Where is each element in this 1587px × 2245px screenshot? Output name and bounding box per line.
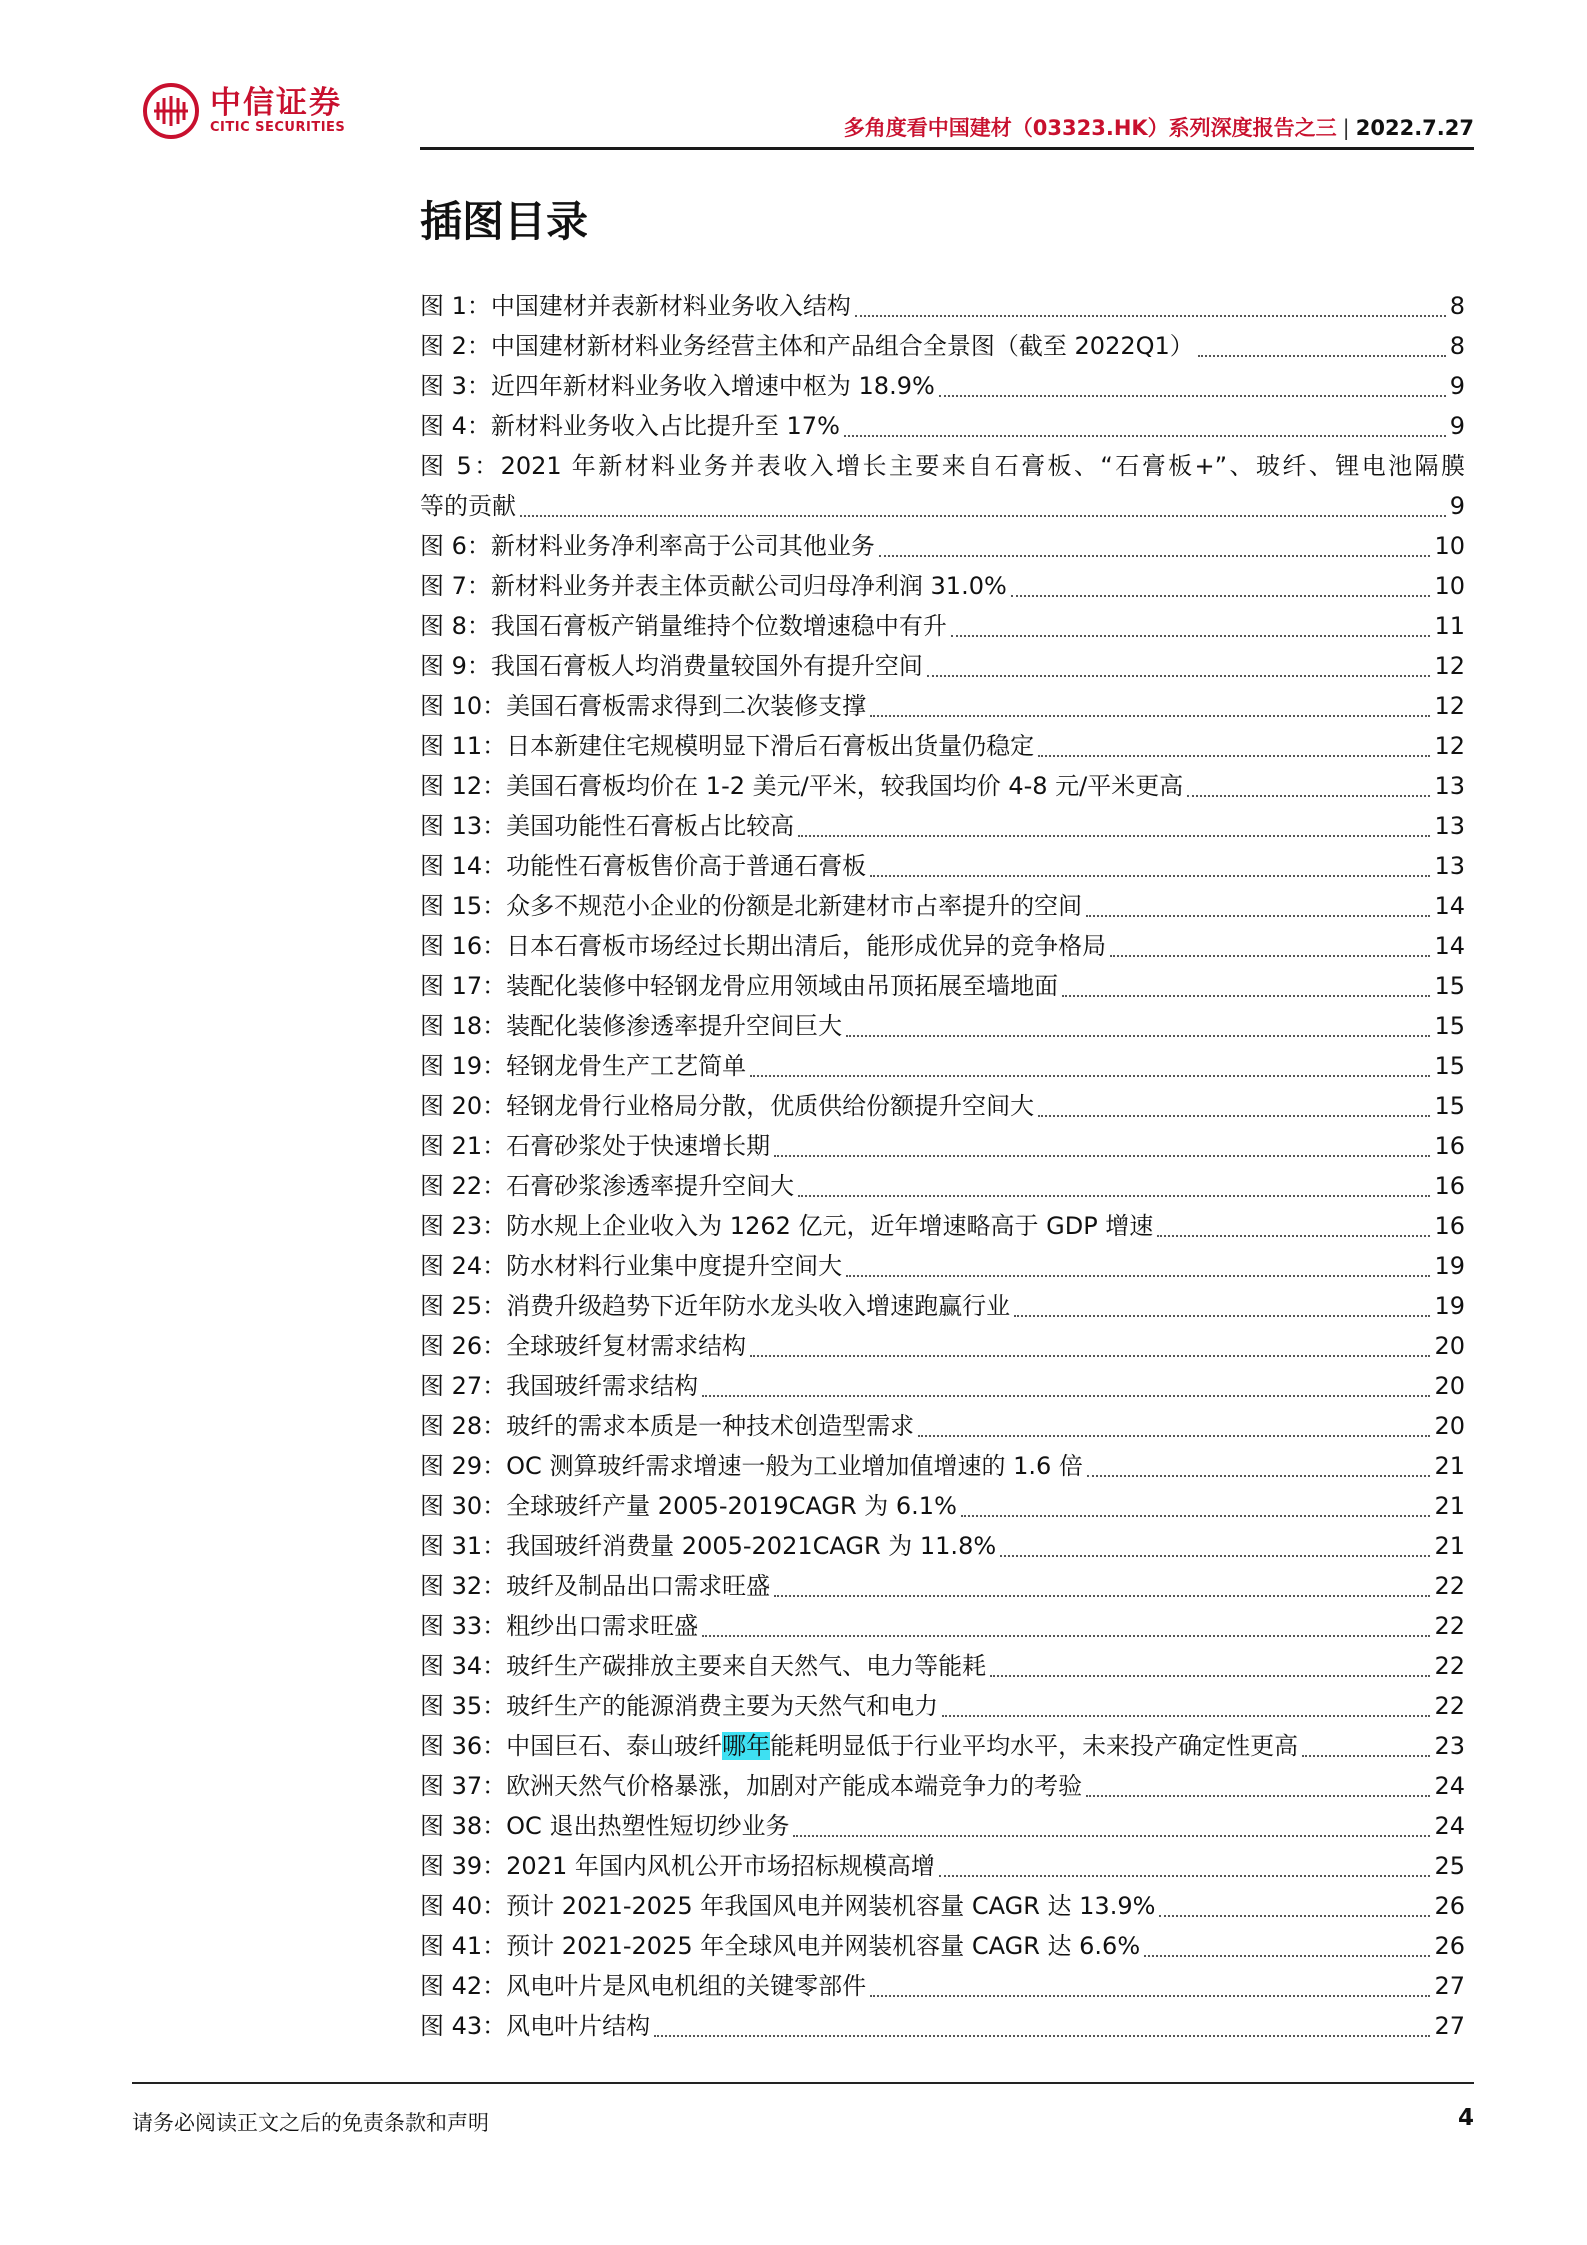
toc-entry-title: 图 18：装配化装修渗透率提升空间巨大 — [420, 1012, 843, 1040]
toc-entry-title: 图 10：美国石膏板需求得到二次装修支撑 — [420, 692, 867, 720]
toc-entry-title-line2: 等的贡献 — [420, 492, 516, 520]
toc-entry[interactable] — [420, 766, 1465, 806]
toc-entry-page: 21 — [1434, 1532, 1465, 1560]
toc-entry-page: 8 — [1449, 292, 1465, 320]
toc-entry-page: 13 — [1434, 772, 1465, 800]
toc-entry[interactable] — [420, 1926, 1465, 1966]
toc-entry[interactable] — [420, 646, 1465, 686]
toc-leader-dots — [1000, 1555, 1430, 1557]
toc-leader-dots — [1187, 795, 1430, 797]
toc-entry-title: 图 31：我国玻纤消费量 2005-2021CAGR 为 11.8% — [420, 1532, 997, 1560]
toc-entry-title — [420, 1726, 1298, 1766]
toc-entry-page: 21 — [1434, 1452, 1465, 1480]
toc-entry-page: 24 — [1434, 1772, 1465, 1800]
toc-leader-dots — [1144, 1955, 1430, 1957]
toc-leader-dots — [844, 435, 1446, 437]
toc-leader-dots — [1011, 595, 1431, 597]
page-number: 4 — [1457, 2105, 1474, 2131]
toc-entry[interactable] — [420, 1726, 1465, 1766]
toc-entry-page: 11 — [1434, 612, 1465, 640]
toc-entry-title: 图 26：全球玻纤复材需求结构 — [420, 1332, 747, 1360]
toc-entry[interactable] — [420, 1286, 1465, 1326]
toc-entry-page: 9 — [1449, 492, 1465, 520]
toc-leader-dots — [918, 1435, 1430, 1437]
toc-entry-page: 9 — [1449, 372, 1465, 400]
toc-entry-title: 图 14：功能性石膏板售价高于普通石膏板 — [420, 852, 867, 880]
toc-entry[interactable] — [420, 286, 1465, 326]
footer-divider — [132, 2082, 1474, 2084]
toc-entry[interactable] — [420, 726, 1465, 766]
toc-entry[interactable] — [420, 1686, 1465, 1726]
toc-entry-title: 图 28：玻纤的需求本质是一种技术创造型需求 — [420, 1412, 915, 1440]
toc-entry-title: 图 23：防水规上企业收入为 1262 亿元，近年增速略高于 GDP 增速 — [420, 1212, 1154, 1240]
toc-entry-page: 16 — [1434, 1212, 1465, 1240]
toc-leader-dots — [1038, 1115, 1430, 1117]
toc-leader-dots — [939, 395, 1446, 397]
toc-leader-dots — [1302, 1755, 1430, 1757]
citic-logo-icon — [142, 82, 200, 140]
toc-leader-dots — [1014, 1315, 1430, 1317]
toc-leader-dots — [846, 1035, 1430, 1037]
toc-leader-dots — [939, 1875, 1431, 1877]
toc-entry-page: 15 — [1434, 1092, 1465, 1120]
toc-entry-page: 12 — [1434, 652, 1465, 680]
report-title: 多角度看中国建材（03323.HK）系列深度报告之三 — [843, 116, 1337, 140]
toc-entry-page: 13 — [1434, 852, 1465, 880]
toc-entry-page: 13 — [1434, 812, 1465, 840]
toc-entry-title: 图 12：美国石膏板均价在 1-2 美元/平米，较我国均价 4-8 元/平米更高 — [420, 772, 1184, 800]
toc-entry[interactable] — [420, 1326, 1465, 1366]
header-separator: | — [1342, 116, 1350, 140]
toc-entry-page: 10 — [1434, 572, 1465, 600]
toc-entry[interactable] — [420, 606, 1465, 646]
toc-entry-title: 图 4：新材料业务收入占比提升至 17% — [420, 412, 840, 440]
toc-entry-title: 图 21：石膏砂浆处于快速增长期 — [420, 1132, 771, 1160]
toc-entry-page: 20 — [1434, 1332, 1465, 1360]
toc-entry-page: 15 — [1434, 1052, 1465, 1080]
report-header — [844, 112, 1474, 142]
toc-entry-page: 26 — [1434, 1932, 1465, 1960]
toc-leader-dots — [927, 675, 1431, 677]
toc-entry[interactable] — [420, 1646, 1465, 1686]
toc-entry-title: 图 13：美国功能性石膏板占比较高 — [420, 812, 795, 840]
toc-entry-page: 21 — [1434, 1492, 1465, 1520]
toc-entry-title: 图 8：我国石膏板产销量维持个位数增速稳中有升 — [420, 612, 947, 640]
toc-entry-title: 图 19：轻钢龙骨生产工艺简单 — [420, 1052, 747, 1080]
toc-leader-dots — [990, 1675, 1430, 1677]
toc-entry[interactable] — [420, 1006, 1465, 1046]
toc-entry[interactable] — [420, 1086, 1465, 1126]
logo-english-name: CITIC SECURITIES — [210, 120, 346, 135]
toc-entry[interactable] — [420, 1886, 1465, 1926]
toc-leader-dots — [846, 1275, 1430, 1277]
toc-entry[interactable] — [420, 1846, 1465, 1886]
toc-entry-page: 8 — [1449, 332, 1465, 360]
toc-entry-title: 图 7：新材料业务并表主体贡献公司归母净利润 31.0% — [420, 572, 1007, 600]
toc-entry-page: 22 — [1434, 1652, 1465, 1680]
figure-toc — [420, 286, 1465, 2046]
toc-entry-title: 图 38：OC 退出热塑性短切纱业务 — [420, 1812, 790, 1840]
toc-entry-page: 27 — [1434, 2012, 1465, 2040]
toc-entry-page: 15 — [1434, 1012, 1465, 1040]
toc-entry-page: 16 — [1434, 1172, 1465, 1200]
toc-entry[interactable] — [420, 1966, 1465, 2006]
toc-entry-page: 20 — [1434, 1412, 1465, 1440]
toc-leader-dots — [793, 1835, 1430, 1837]
toc-entry-title: 图 1：中国建材并表新材料业务收入结构 — [420, 292, 851, 320]
toc-entry-page: 23 — [1434, 1732, 1465, 1760]
toc-leader-dots — [870, 875, 1430, 877]
toc-entry[interactable] — [420, 1406, 1465, 1446]
toc-entry-title: 图 33：粗纱出口需求旺盛 — [420, 1612, 699, 1640]
report-date: 2022.7.27 — [1355, 116, 1474, 140]
toc-entry[interactable] — [420, 1766, 1465, 1806]
toc-entry[interactable] — [420, 686, 1465, 726]
toc-leader-dots — [1159, 1915, 1430, 1917]
highlighted-text: 哪年 — [722, 1732, 771, 1760]
logo-chinese-name: 中信证券 — [210, 85, 342, 121]
toc-entry-title: 图 20：轻钢龙骨行业格局分散，优质供给份额提升空间大 — [420, 1092, 1035, 1120]
toc-leader-dots — [1198, 355, 1446, 357]
toc-entry-page: 19 — [1434, 1292, 1465, 1320]
toc-entry-page: 22 — [1434, 1692, 1465, 1720]
toc-entry-title: 图 24：防水材料行业集中度提升空间大 — [420, 1252, 843, 1280]
toc-leader-dots — [855, 315, 1446, 317]
toc-entry-page: 14 — [1434, 932, 1465, 960]
toc-entry-title-part: 能耗明显低于行业平均水平，未来投产确定性更高 — [770, 1732, 1299, 1760]
toc-leader-dots — [702, 1395, 1430, 1397]
toc-entry-title: 图 27：我国玻纤需求结构 — [420, 1372, 699, 1400]
toc-entry-page: 9 — [1449, 412, 1465, 440]
toc-entry-title: 图 29：OC 测算玻纤需求增速一般为工业增加值增速的 1.6 倍 — [420, 1452, 1083, 1480]
toc-entry-title: 图 41：预计 2021-2025 年全球风电并网装机容量 CAGR 达 6.6% — [420, 1932, 1141, 1960]
toc-entry-title: 图 39：2021 年国内风机公开市场招标规模高增 — [420, 1852, 935, 1880]
toc-entry-page: 10 — [1434, 532, 1465, 560]
toc-entry-page: 14 — [1434, 892, 1465, 920]
toc-entry-title: 图 30：全球玻纤产量 2005-2019CAGR 为 6.1% — [420, 1492, 957, 1520]
toc-leader-dots — [798, 1195, 1430, 1197]
toc-entry-title: 图 34：玻纤生产碳排放主要来自天然气、电力等能耗 — [420, 1652, 987, 1680]
toc-entry-page: 27 — [1434, 1972, 1465, 2000]
toc-entry-title: 图 25：消费升级趋势下近年防水龙头收入增速跑赢行业 — [420, 1292, 1011, 1320]
toc-entry-page: 19 — [1434, 1252, 1465, 1280]
toc-entry[interactable] — [420, 406, 1465, 446]
toc-leader-dots — [870, 715, 1430, 717]
footer-disclaimer: 请务必阅读正文之后的免责条款和声明 — [132, 2111, 489, 2135]
toc-entry-page: 24 — [1434, 1812, 1465, 1840]
toc-entry[interactable] — [420, 926, 1465, 966]
toc-leader-dots — [1086, 915, 1430, 917]
header-divider — [420, 147, 1474, 150]
toc-entry-title: 图 3：近四年新材料业务收入增速中枢为 18.9% — [420, 372, 935, 400]
toc-entry[interactable] — [420, 1366, 1465, 1406]
toc-entry[interactable] — [420, 886, 1465, 926]
toc-entry[interactable] — [420, 966, 1465, 1006]
toc-entry-title: 图 43：风电叶片结构 — [420, 2012, 651, 2040]
toc-entry-title: 图 17：装配化装修中轻钢龙骨应用领域由吊顶拓展至墙地面 — [420, 972, 1059, 1000]
toc-entry-page: 12 — [1434, 732, 1465, 760]
toc-entry[interactable] — [420, 1806, 1465, 1846]
toc-leader-dots — [750, 1075, 1430, 1077]
toc-entry-line2 — [420, 486, 1465, 526]
toc-entry-title: 图 11：日本新建住宅规模明显下滑后石膏板出货量仍稳定 — [420, 732, 1035, 760]
toc-entry-title: 图 35：玻纤生产的能源消费主要为天然气和电力 — [420, 1692, 939, 1720]
toc-entry-page: 22 — [1434, 1612, 1465, 1640]
toc-leader-dots — [951, 635, 1431, 637]
toc-entry-title: 图 40：预计 2021-2025 年我国风电并网装机容量 CAGR 达 13.9% — [420, 1892, 1156, 1920]
toc-entry-title-line1: 图 5：2021 年新材料业务并表收入增长主要来自石膏板、“石膏板+”、玻纤、锂电池隔膜 — [420, 452, 1465, 480]
toc-leader-dots — [798, 835, 1430, 837]
toc-leader-dots — [520, 515, 1446, 517]
toc-leader-dots — [774, 1595, 1430, 1597]
toc-entry-title: 图 2：中国建材新材料业务经营主体和产品组合全景图（截至 2022Q1） — [420, 332, 1194, 360]
toc-entry[interactable] — [420, 1486, 1465, 1526]
toc-leader-dots — [1157, 1235, 1430, 1237]
toc-entry[interactable] — [420, 1526, 1465, 1566]
toc-entry[interactable] — [420, 1206, 1465, 1246]
toc-entry-page: 20 — [1434, 1372, 1465, 1400]
toc-entry[interactable] — [420, 806, 1465, 846]
toc-entry[interactable] — [420, 846, 1465, 886]
toc-entry-title: 图 16：日本石膏板市场经过长期出清后，能形成优异的竞争格局 — [420, 932, 1107, 960]
toc-entry[interactable] — [420, 1126, 1465, 1166]
toc-leader-dots — [942, 1715, 1430, 1717]
toc-entry-page: 15 — [1434, 972, 1465, 1000]
toc-entry[interactable] — [420, 526, 1465, 566]
toc-leader-dots — [702, 1635, 1430, 1637]
page-title: 插图目录 — [420, 197, 589, 246]
toc-entry-page: 12 — [1434, 692, 1465, 720]
toc-leader-dots — [870, 1995, 1430, 1997]
toc-entry[interactable] — [420, 1566, 1465, 1606]
toc-entry[interactable] — [420, 1246, 1465, 1286]
toc-entry-title: 图 42：风电叶片是风电机组的关键零部件 — [420, 1972, 867, 2000]
toc-entry[interactable] — [420, 2006, 1465, 2046]
toc-leader-dots — [1086, 1795, 1430, 1797]
toc-entry-page: 22 — [1434, 1572, 1465, 1600]
toc-entry-title: 图 9：我国石膏板人均消费量较国外有提升空间 — [420, 652, 923, 680]
toc-leader-dots — [1110, 955, 1430, 957]
toc-entry[interactable] — [420, 1446, 1465, 1486]
toc-entry-title: 图 32：玻纤及制品出口需求旺盛 — [420, 1572, 771, 1600]
toc-entry-page: 16 — [1434, 1132, 1465, 1160]
toc-entry[interactable] — [420, 1606, 1465, 1646]
toc-entry[interactable] — [420, 366, 1465, 406]
toc-leader-dots — [1038, 755, 1430, 757]
toc-entry-title: 图 6：新材料业务净利率高于公司其他业务 — [420, 532, 875, 560]
citic-logo — [142, 82, 345, 140]
toc-entry[interactable] — [420, 446, 1465, 526]
toc-entry-title-part: 图 36：中国巨石、泰山玻纤 — [420, 1732, 723, 1760]
toc-leader-dots — [1087, 1475, 1431, 1477]
toc-entry-title: 图 37：欧洲天然气价格暴涨，加剧对产能成本端竞争力的考验 — [420, 1772, 1083, 1800]
toc-leader-dots — [1062, 995, 1430, 997]
toc-entry-title: 图 22：石膏砂浆渗透率提升空间大 — [420, 1172, 795, 1200]
toc-leader-dots — [961, 1515, 1431, 1517]
toc-entry[interactable] — [420, 1046, 1465, 1086]
toc-entry-page: 26 — [1434, 1892, 1465, 1920]
toc-leader-dots — [654, 2035, 1430, 2037]
toc-entry[interactable] — [420, 1166, 1465, 1206]
toc-entry[interactable] — [420, 326, 1465, 366]
toc-entry-page: 25 — [1434, 1852, 1465, 1880]
toc-leader-dots — [750, 1355, 1430, 1357]
toc-entry-title: 图 15：众多不规范小企业的份额是北新建材市占率提升的空间 — [420, 892, 1083, 920]
toc-entry[interactable] — [420, 566, 1465, 606]
toc-leader-dots — [774, 1155, 1430, 1157]
toc-leader-dots — [879, 555, 1431, 557]
